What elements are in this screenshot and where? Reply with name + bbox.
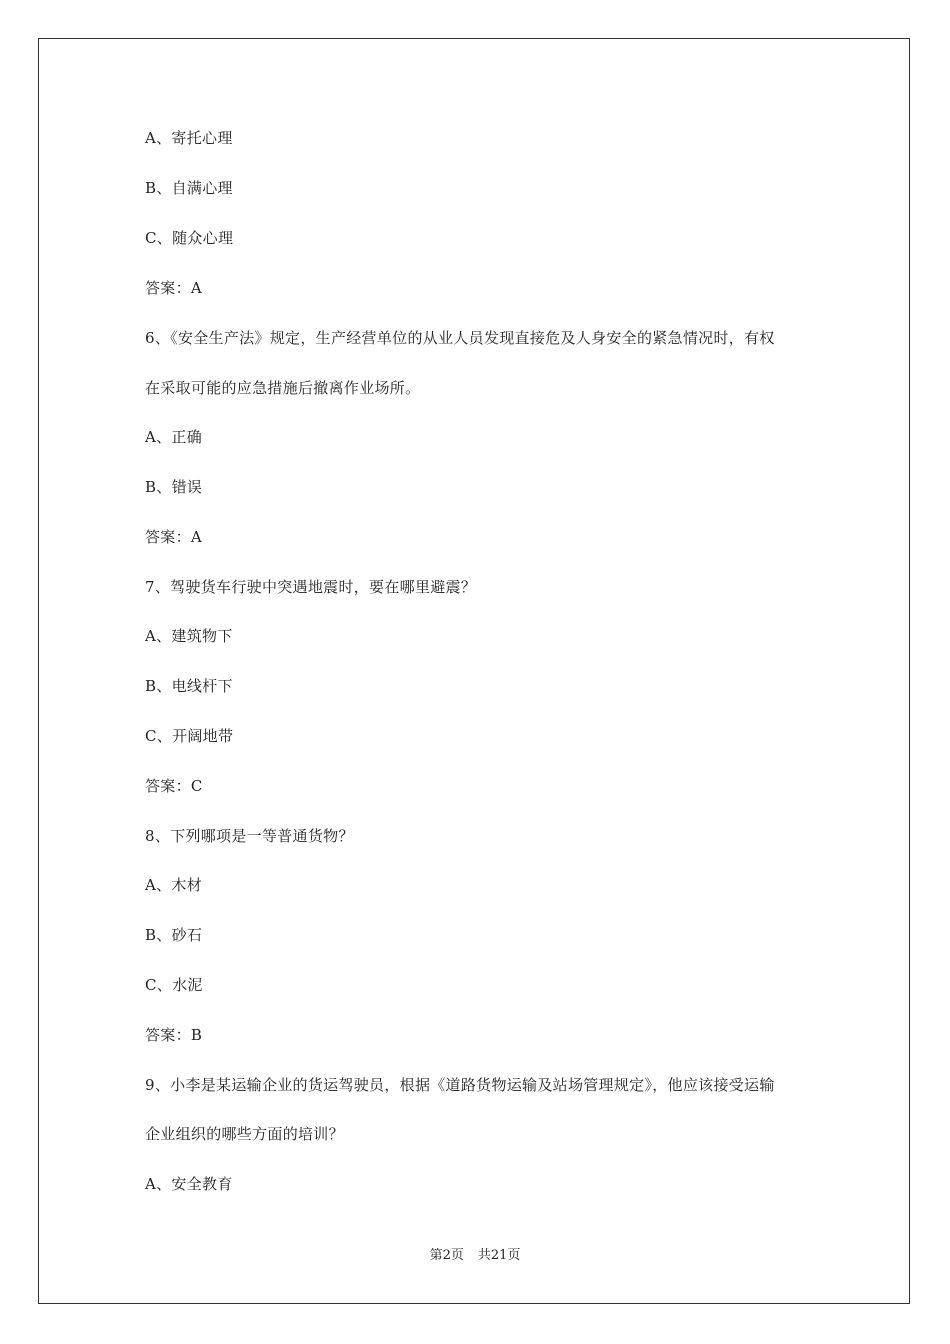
answer-q5: 答案：A <box>145 279 203 297</box>
option-b-q5: B、自满心理 <box>145 179 233 197</box>
answer-q8: 答案：B <box>145 1026 203 1044</box>
option-a-q7: A、建筑物下 <box>145 627 233 645</box>
option-b-q7: B、电线杆下 <box>145 677 233 695</box>
question-9-line-1: 9、小李是某运输企业的货运驾驶员，根据《道路货物运输及站场管理规定》，他应该接受运输 <box>145 1076 775 1094</box>
option-b-q6: B、错误 <box>145 478 203 496</box>
option-a-q8: A、木材 <box>145 876 203 894</box>
page-footer <box>0 1246 950 1266</box>
question-8: 8、下列哪项是一等普通货物？ <box>145 827 354 845</box>
answer-q6: 答案：A <box>145 528 203 546</box>
page-number: 第2页 <box>429 1248 464 1263</box>
option-a-q9: A、安全教育 <box>145 1175 233 1193</box>
option-a-q6: A、正确 <box>145 428 203 446</box>
option-c-q5: C、随众心理 <box>145 229 234 247</box>
answer-q7: 答案：C <box>145 777 203 795</box>
question-7: 7、驾驶货车行驶中突遇地震时，要在哪里避震？ <box>145 578 477 596</box>
question-6-line-1: 6、《安全生产法》规定，生产经营单位的从业人员发现直接危及人身安全的紧急情况时，有权 <box>145 329 775 347</box>
option-c-q8: C、水泥 <box>145 976 203 994</box>
page-total: 共21页 <box>477 1248 521 1263</box>
option-b-q8: B、砂石 <box>145 926 203 944</box>
question-9-line-2: 企业组织的哪些方面的培训？ <box>145 1125 344 1143</box>
question-6-line-2: 在采取可能的应急措施后撤离作业场所。 <box>145 379 421 397</box>
option-c-q7: C、开阔地带 <box>145 727 234 745</box>
option-a-q5: A、寄托心理 <box>145 129 233 147</box>
